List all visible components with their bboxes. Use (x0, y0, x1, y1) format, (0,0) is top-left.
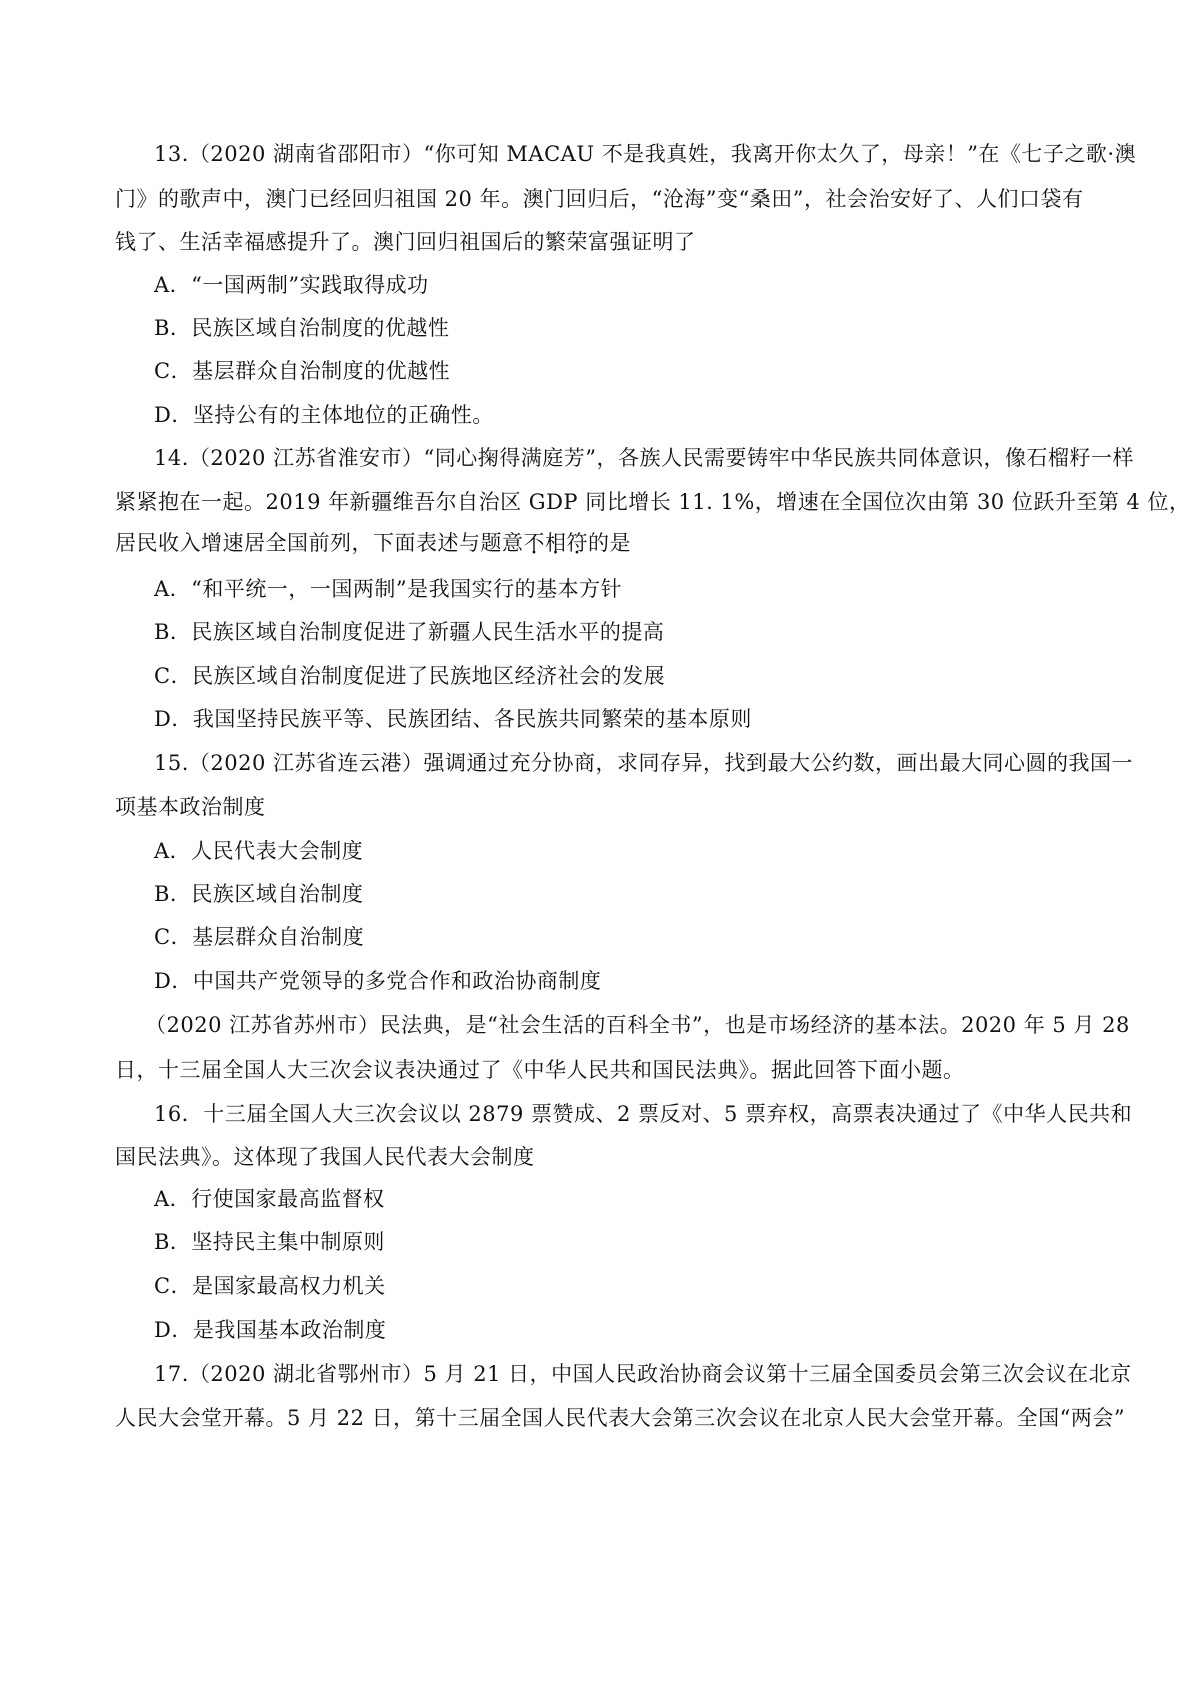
q13-option-d: D．坚持公有的主体地位的正确性。 (154, 403, 494, 427)
q14-option-c: C．民族区域自治制度促进了民族地区经济社会的发展 (154, 664, 666, 688)
q15-option-a: A．人民代表大会制度 (154, 839, 364, 863)
q13-stem-line-2: 门》的歌声中，澳门已经回归祖国 20 年。澳门回归后，“沧海”变“桑田”，社会治安好了、人们口袋有 (115, 187, 1084, 211)
q13-option-b: B．民族区域自治制度的优越性 (154, 316, 450, 340)
q15-option-d: D．中国共产党领导的多党合作和政治协商制度 (154, 969, 602, 993)
q14-emphasis-char-3: 符 (566, 531, 588, 555)
q13-stem-line-3: 钱了、生活幸福感提升了。澳门回归祖国后的繁荣富强证明了 (115, 230, 696, 254)
q14-stem-line-2: 紧紧抱在一起。2019 年新疆维吾尔自治区 GDP 同比增长 11. 1%，增速在全国位次由第 30 位跃升至第 4 位， (115, 490, 1191, 514)
q15-option-b: B．民族区域自治制度 (154, 882, 364, 906)
q16-stem-line-2: 国民法典》。这体现了我国人民代表大会制度 (115, 1145, 535, 1169)
q15-option-c: C．基层群众自治制度 (154, 925, 365, 949)
q14-stem-prefix: 居民收入增速居全国前列，下面表述与题意 (115, 531, 524, 555)
q14-option-a: A．“和平统一，一国两制”是我国实行的基本方针 (154, 577, 623, 601)
q14-stem-line-1: 14.（2020 江苏省淮安市）“同心掬得满庭芳”，各族人民需要铸牢中华民族共同体意识，像石榴籽一样 (154, 446, 1134, 470)
q16-option-a: A．行使国家最高监督权 (154, 1187, 385, 1211)
q14-emphasis-char-2: 相 (545, 531, 567, 555)
q16-option-c: C．是国家最高权力机关 (154, 1274, 386, 1298)
q16-stem-line-1: 16．十三届全国人大三次会议以 2879 票赞成、2 票反对、5 票弃权，高票表决通过了《中华人民共和 (154, 1102, 1133, 1126)
material-line-2: 日，十三届全国人大三次会议表决通过了《中华人民共和国民法典》。据此回答下面小题。 (115, 1058, 965, 1082)
q14-option-b: B．民族区域自治制度促进了新疆人民生活水平的提高 (154, 620, 665, 644)
q14-emphasis-char-1: 不 (523, 531, 545, 555)
q16-option-b: B．坚持民主集中制原则 (154, 1230, 385, 1254)
material-line-1: （2020 江苏省苏州市）民法典，是“社会生活的百科全书”，也是市场经济的基本法。2020 年 5 月 28 (145, 1013, 1130, 1037)
q17-stem-line-1: 17.（2020 湖北省鄂州市）5 月 21 日，中国人民政治协商会议第十三届全国委员会第三次会议在北京 (154, 1362, 1132, 1386)
q13-option-a: A．“一国两制”实践取得成功 (154, 273, 429, 297)
q15-stem-line-1: 15.（2020 江苏省连云港）强调通过充分协商，求同存异，找到最大公约数，画出最大同心圆的我国一 (154, 751, 1134, 775)
q13-option-c: C．基层群众自治制度的优越性 (154, 359, 451, 383)
q14-stem-line-3 (115, 530, 631, 556)
q15-stem-line-2: 项基本政治制度 (115, 795, 266, 819)
q14-stem-suffix: 的是 (588, 531, 631, 555)
q14-option-d: D．我国坚持民族平等、民族团结、各民族共同繁荣的基本原则 (154, 707, 752, 731)
q16-option-d: D．是我国基本政治制度 (154, 1318, 387, 1342)
q13-stem-line-1: 13.（2020 湖南省邵阳市）“你可知 MACAU 不是我真姓，我离开你太久了，母亲！”在《七子之歌·澳 (154, 142, 1137, 166)
q17-stem-line-2: 人民大会堂开幕。5 月 22 日，第十三届全国人民代表大会第三次会议在北京人民大会堂开幕。全国“两会” (115, 1406, 1126, 1430)
